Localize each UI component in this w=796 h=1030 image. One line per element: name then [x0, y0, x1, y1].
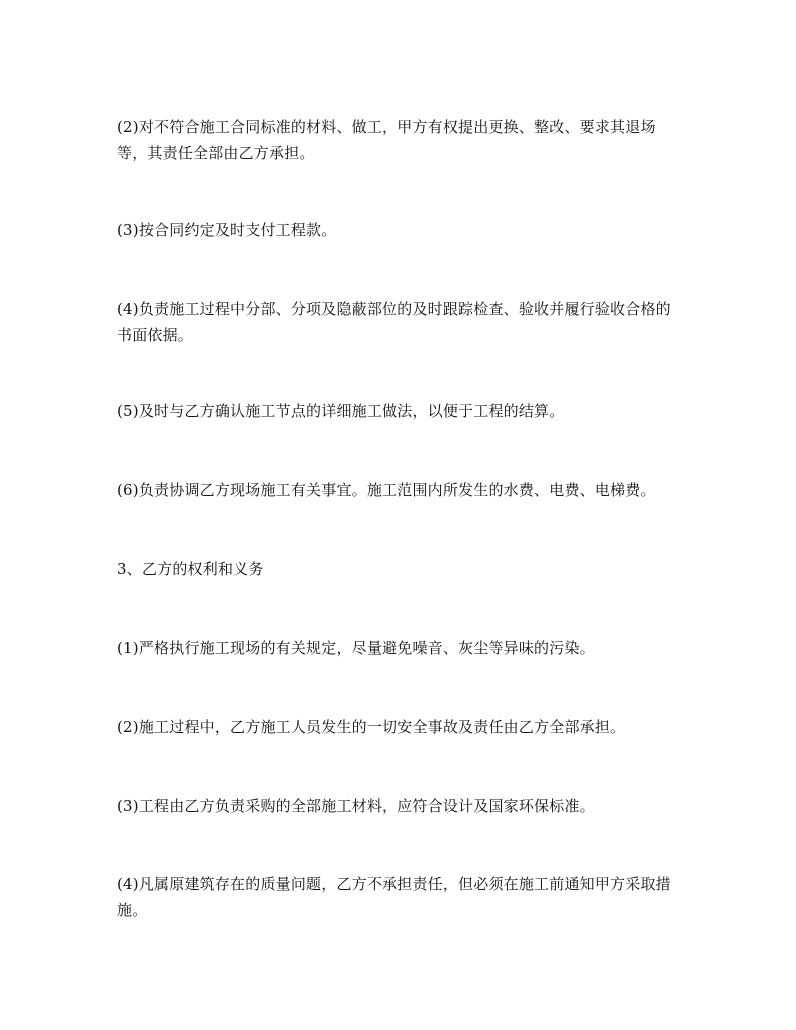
clause-party-a-2: (2)对不符合施工合同标准的材料、做工，甲方有权提出更换、整改、要求其退场等，其责任全部由乙方承担。 [117, 118, 656, 162]
clause-party-b-3: (3)工程由乙方负责采购的全部施工材料，应符合设计及国家环保标准。 [117, 797, 595, 815]
clause-party-a-5: (5)及时与乙方确认施工节点的详细施工做法，以便于工程的结算。 [117, 402, 565, 420]
clause-party-a-6: (6)负责协调乙方现场施工有关事宜。施工范围内所发生的水费、电费、电梯费。 [117, 481, 656, 499]
section-heading: 3、乙方的权利和义务 [117, 560, 264, 578]
clause-party-b-1: (1)严格执行施工现场的有关规定，尽量避免噪音、灰尘等异味的污染。 [117, 639, 595, 657]
clause-party-b-2: (2)施工过程中，乙方施工人员发生的一切安全事故及责任由乙方全部承担。 [117, 718, 626, 736]
clause-party-b-4: (4)凡属原建筑存在的质量问题，乙方不承担责任，但必须在施工前通知甲方采取措施。 [117, 875, 671, 919]
clause-party-a-3: (3)按合同约定及时支付工程款。 [117, 221, 337, 239]
clause-party-a-4: (4)负责施工过程中分部、分项及隐蔽部位的及时跟踪检查、验收并履行验收合格的书面依据。 [117, 300, 671, 344]
